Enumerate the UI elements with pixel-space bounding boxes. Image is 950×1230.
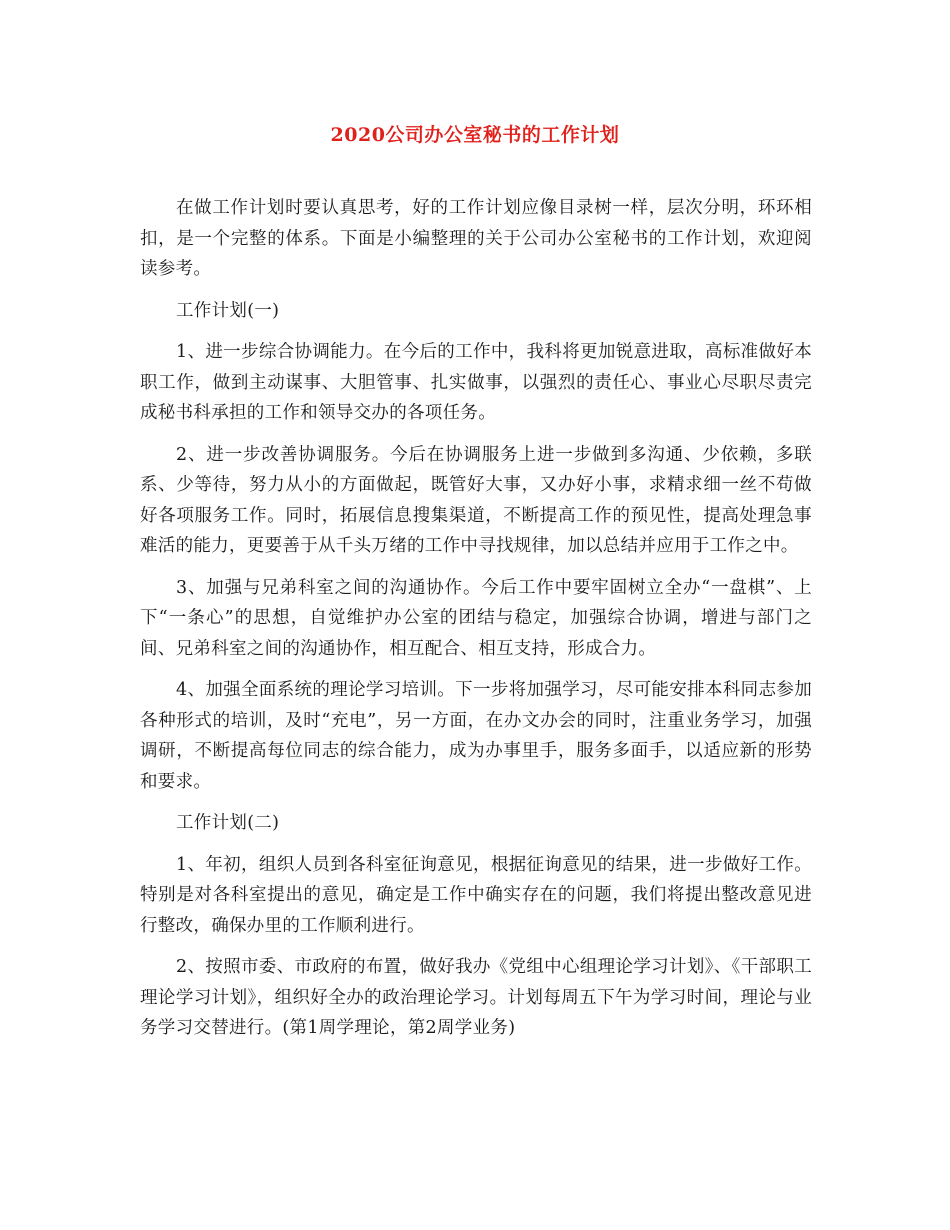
document-title: 2020公司办公室秘书的工作计划	[330, 124, 620, 146]
section-heading-2: 工作计划(二)	[176, 813, 280, 833]
document-body	[140, 193, 812, 1055]
intro-paragraph: 在做工作计划时要认真思考，好的工作计划应像目录树一样，层次分明，环环相扣，是一个完整的体系。下面是小编整理的关于公司办公室秘书的工作计划，欢迎阅读参考。	[140, 198, 812, 279]
plan-item: 2、进一步改善协调服务。今后在协调服务上进一步做到多沟通、少依赖，多联系、少等待，努力从小的方面做起，既管好大事，又办好小事，求精求细一丝不苟做好各项服务工作。同时，拓展信息搜集渠道，不断提高工作的预见性，提高处理急事难活的能力，更要善于从千头万绪的工作中寻找规律，加以总结并应用于工作之中。	[140, 444, 812, 556]
plan-item: 2、按照市委、市政府的布置，做好我办《党组中心组理论学习计划》、《干部职工理论学习计划》，组织好全办的政治理论学习。计划每周五下午为学习时间，理论与业务学习交替进行。(第1周学理论，第2周学业务)	[140, 957, 812, 1038]
plan-item: 4、加强全面系统的理论学习培训。下一步将加强学习，尽可能安排本科同志参加各种形式的培训，及时“充电”，另一方面，在办文办会的同时，注重业务学习，加强调研，不断提高每位同志的综合能力，成为办事里手，服务多面手，以适应新的形势和要求。	[140, 680, 812, 792]
plan-item: 1、年初，组织人员到各科室征询意见，根据征询意见的结果，进一步做好工作。特别是对各科室提出的意见，确定是工作中确实存在的问题，我们将提出整改意见进行整改，确保办里的工作顺利进行。	[140, 854, 812, 936]
section-heading-1: 工作计划(一)	[176, 300, 280, 321]
plan-item: 1、进一步综合协调能力。在今后的工作中，我科将更加锐意进取，高标准做好本职工作，做到主动谋事、大胆管事、扎实做事，以强烈的责任心、事业心尽职尽责完成秘书科承担的工作和领导交办的各项任务。	[140, 342, 812, 423]
plan-item: 3、加强与兄弟科室之间的沟通协作。今后工作中要牢固树立全办“一盘棋”、上下“一条心”的思想，自觉维护办公室的团结与稳定，加强综合协调，增进与部门之间、兄弟科室之间的沟通协作，相互配合、相互支持，形成合力。	[140, 577, 812, 659]
